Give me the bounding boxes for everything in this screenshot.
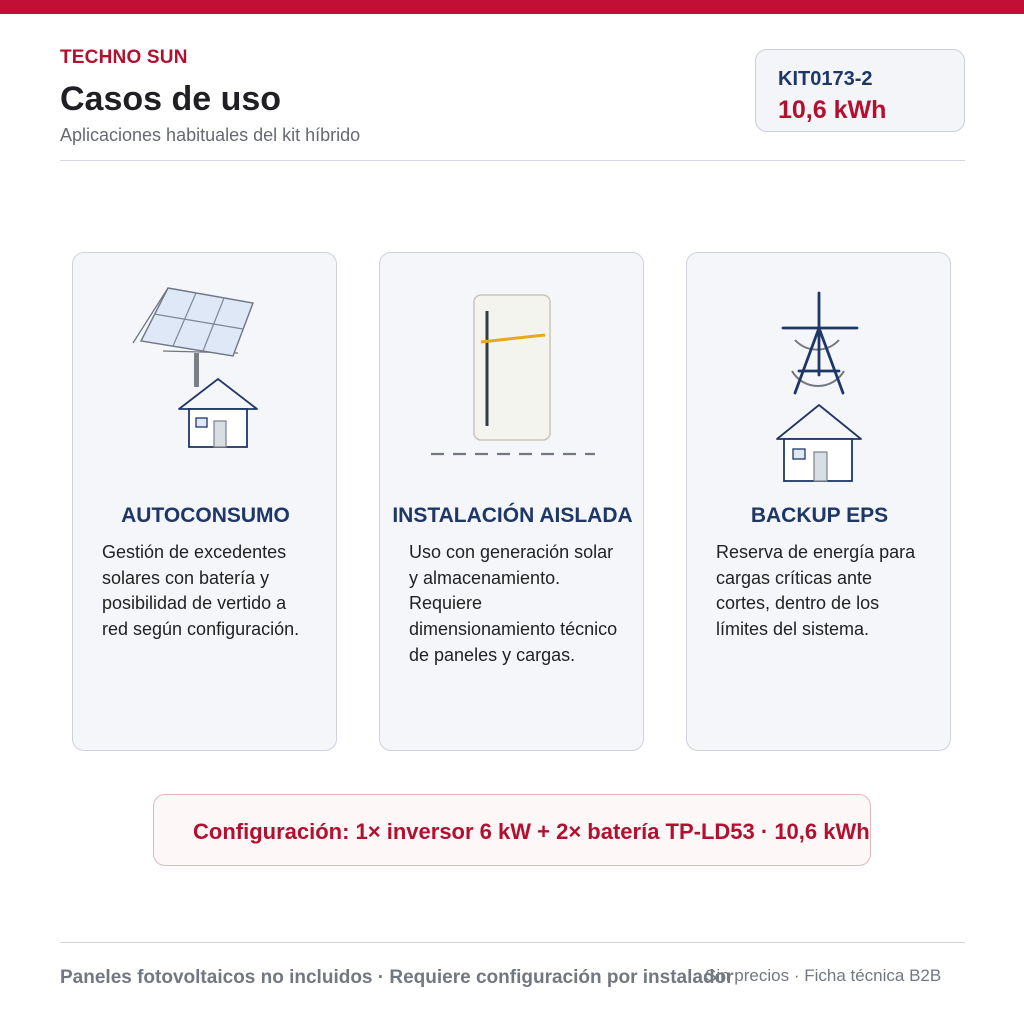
power-tower-house-icon — [687, 253, 952, 493]
footer-note: Paneles fotovoltaicos no incluidos · Requiere configuración por instalador — [60, 967, 734, 988]
kit-badge — [755, 49, 965, 132]
card-description: Uso con generación solar y almacenamiento. Requiere dimensionamiento técnico de paneles y cargas. — [409, 542, 618, 665]
header-divider — [60, 160, 965, 161]
configuration-text: Configuración: 1× inversor 6 kW + 2× batería TP-LD53 · 10,6 kWh — [193, 819, 870, 844]
battery-cabinet-icon — [380, 253, 645, 493]
use-case-card-backup-eps — [686, 252, 951, 751]
use-case-card-instalacion-aislada — [379, 252, 644, 751]
top-accent-bar — [0, 0, 1024, 14]
kit-code: KIT0173-2 — [778, 68, 873, 90]
card-title: AUTOCONSUMO — [121, 504, 290, 527]
footer-divider — [60, 942, 965, 943]
solar-panel-house-icon — [73, 253, 338, 493]
kit-capacity: 10,6 kWh — [778, 96, 887, 124]
card-description: Gestión de excedentes solares con batería y posibilidad de vertido a red según configuración. — [102, 542, 300, 640]
page-subtitle: Aplicaciones habituales del kit híbrido — [60, 125, 361, 145]
card-title: BACKUP EPS — [750, 504, 889, 527]
page-title: Casos de uso — [60, 80, 282, 118]
configuration-banner — [153, 794, 871, 866]
card-title: INSTALACIÓN AISLADA — [392, 504, 633, 527]
use-case-card-autoconsumo — [72, 252, 337, 751]
footer-tag: Sin precios · Ficha técnica B2B — [705, 966, 942, 985]
brand-name: TECHNO SUN — [60, 47, 188, 68]
card-description: Reserva de energía para cargas críticas ante cortes, dentro de los límites del sistema. — [716, 542, 916, 640]
